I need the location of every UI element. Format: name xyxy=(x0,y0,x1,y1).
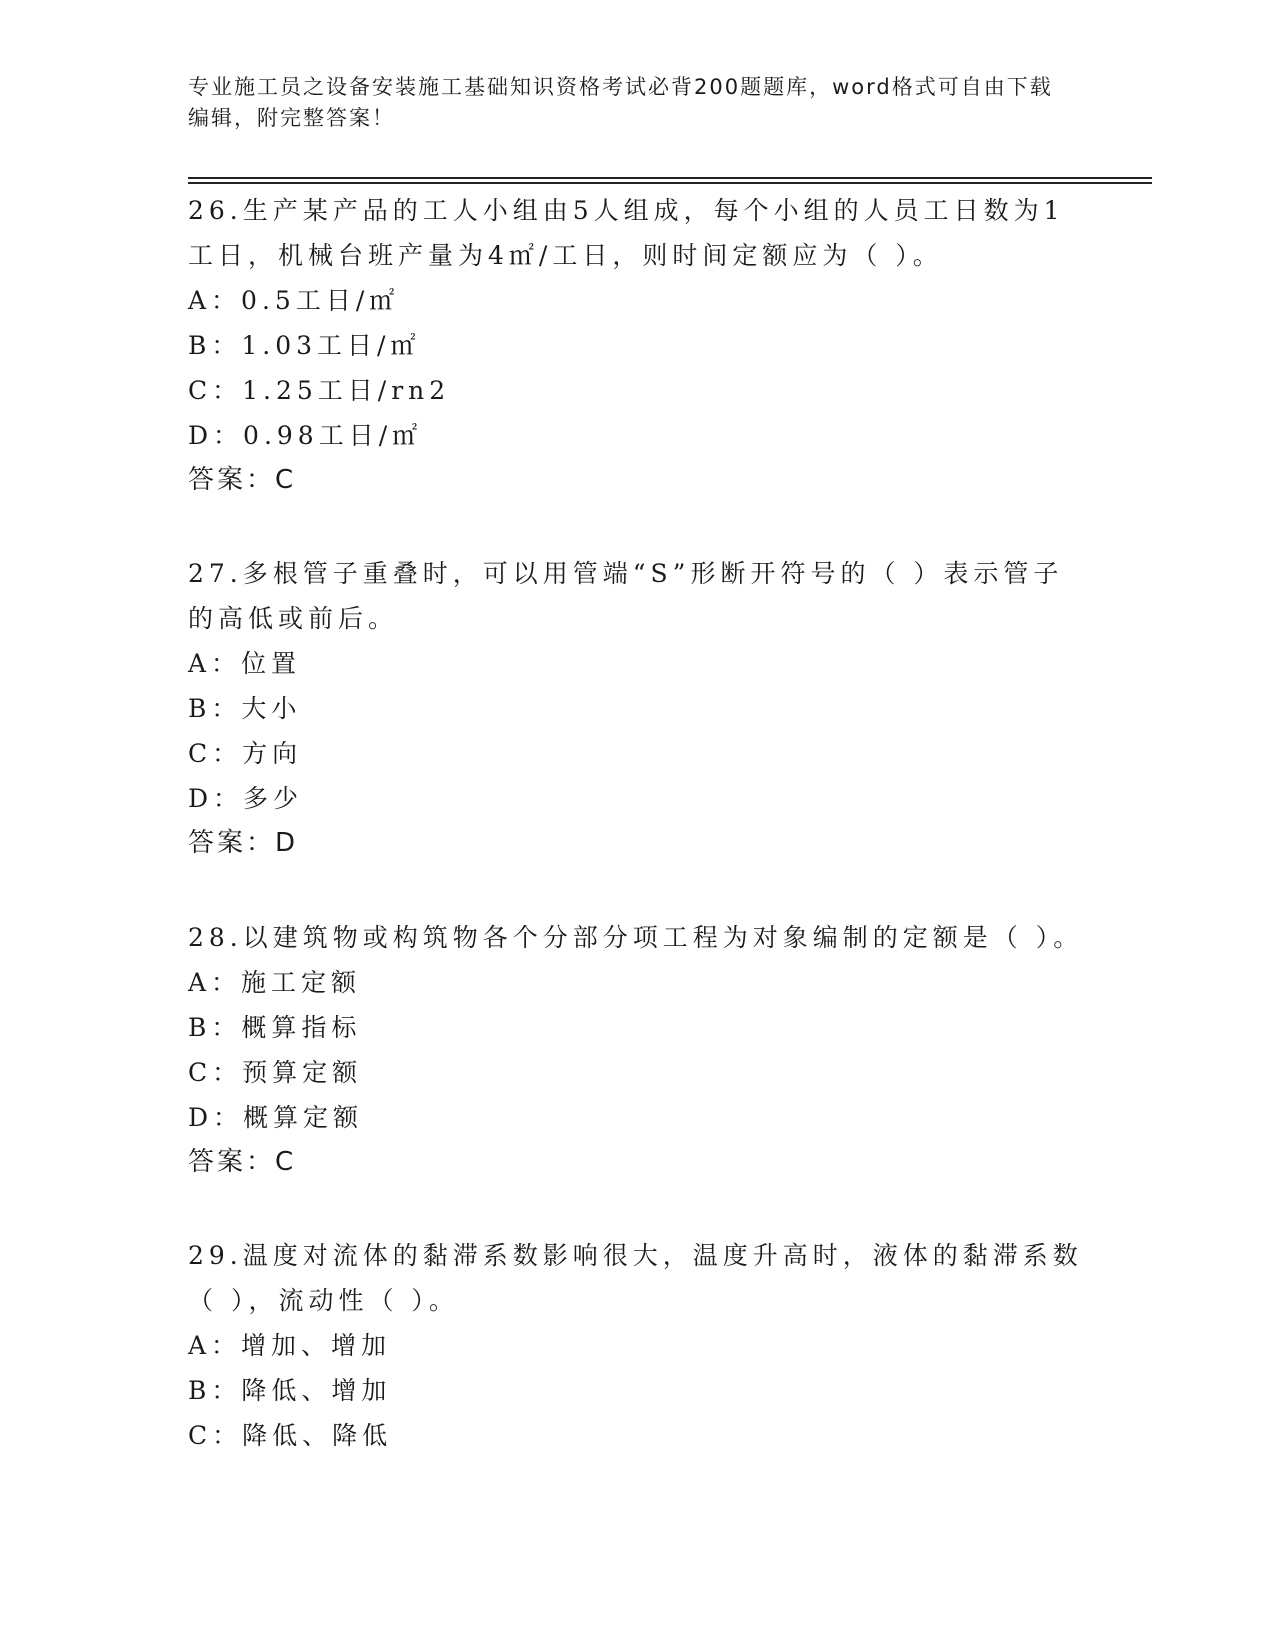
question-stem: 26.生产某产品的工人小组由5人组成，每个小组的人员工日数为1工日，机械台班产量为4㎡/工日，则时间定额应为（ ）。 xyxy=(188,196,1065,270)
answer-line: 答案：C xyxy=(188,1147,297,1177)
question-29 xyxy=(188,1233,1088,1458)
option-a: A：0.5工日/㎡ xyxy=(188,286,400,315)
answer-line: 答案：D xyxy=(188,828,299,858)
question-27 xyxy=(188,551,1088,866)
option-a: A：位置 xyxy=(188,649,302,678)
header-divider-top xyxy=(188,177,1152,179)
option-a: A：施工定额 xyxy=(188,968,362,997)
option-c: C：降低、降低 xyxy=(188,1421,393,1450)
question-28 xyxy=(188,915,1088,1185)
option-b: B：大小 xyxy=(188,694,302,723)
question-26 xyxy=(188,188,1088,503)
option-c: C：方向 xyxy=(188,739,303,768)
option-c: C：1.25工日/rn2 xyxy=(188,376,451,405)
question-stem: 29.温度对流体的黏滞系数影响很大，温度升高时，液体的黏滞系数（ ），流动性（ ）。 xyxy=(188,1241,1083,1315)
header-divider-bottom xyxy=(188,182,1152,184)
option-d: D：0.98工日/㎡ xyxy=(188,421,423,450)
answer-line: 答案：C xyxy=(188,465,297,495)
document-header: 专业施工员之设备安装施工基础知识资格考试必背200题题库，word格式可自由下载编辑，附完整答案！ xyxy=(188,75,1053,130)
option-d: D：多少 xyxy=(188,784,304,813)
option-d: D：概算定额 xyxy=(188,1103,364,1132)
option-b: B：概算指标 xyxy=(188,1013,362,1042)
question-stem: 28.以建筑物或构筑物各个分部分项工程为对象编制的定额是（ ）。 xyxy=(188,923,1084,952)
option-a: A：增加、增加 xyxy=(188,1331,392,1360)
question-stem: 27.多根管子重叠时，可以用管端“S”形断开符号的（ ）表示管子的高低或前后。 xyxy=(188,559,1064,633)
option-b: B：降低、增加 xyxy=(188,1376,392,1405)
option-c: C：预算定额 xyxy=(188,1058,363,1087)
option-b: B：1.03工日/㎡ xyxy=(188,331,421,360)
